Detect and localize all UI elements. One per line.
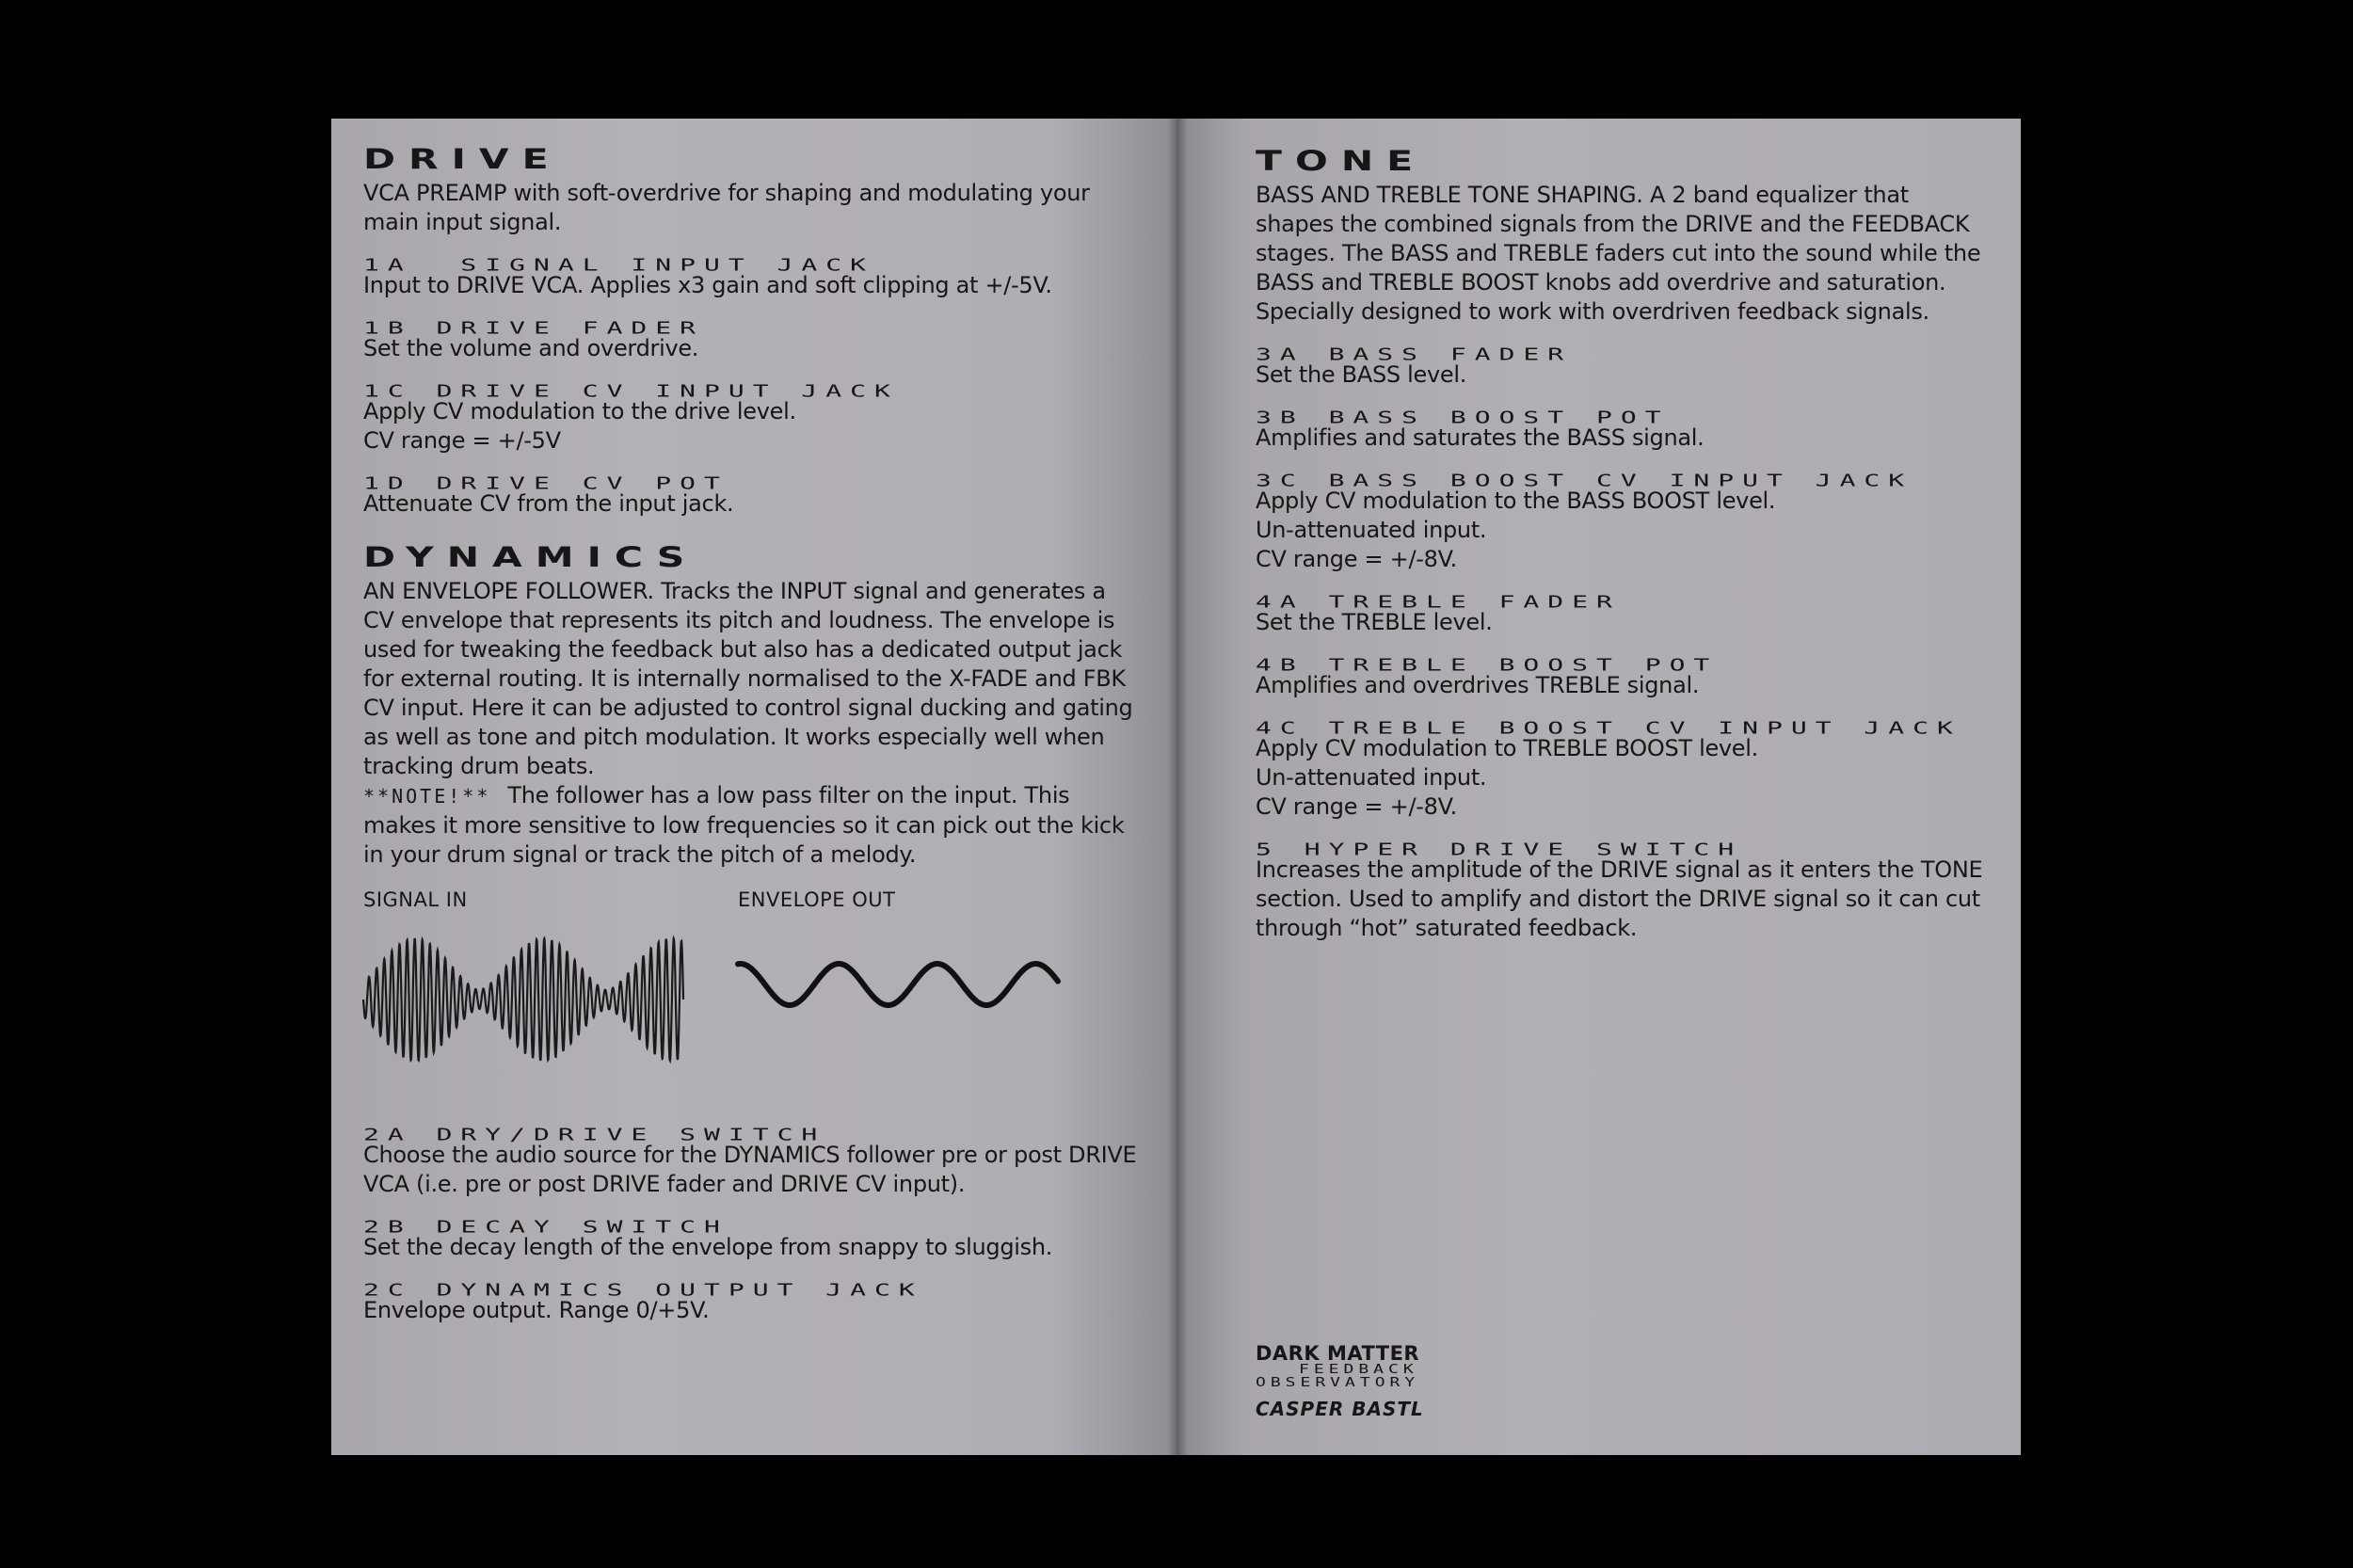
item-3c-body3: CV range = +/-8V. [1256,546,1457,572]
brand-line-feedback: FEEDBACK [1299,1362,1418,1377]
brand-line-casper-bastl: CASPER BASTL [1256,1398,1424,1420]
item-2a-body: Choose the audio source for the DYNAMICS follower pre or post DRIVE VCA (i.e. pre or post DRIVE fader and DRIVE CV input). [363,1142,1137,1197]
item-2a-title: 2A DRY/DRIVE SWITCH [363,1125,826,1144]
brand-line-dark-matter: DARK MATTER [1256,1342,1420,1365]
item-1b-body: Set the volume and overdrive. [363,335,699,361]
note-text: The follower has a low pass filter on the input. This makes it more sensitive to low frequencies so it can pick out the kick in your drum signal or track the pitch of a melody. [363,782,1125,868]
waveform-illustrations [363,945,1143,1124]
item-3c-title: 3C BASS BOOST CV INPUT JACK [1256,471,1913,490]
item-5-title: 5 HYPER DRIVE SWITCH [1256,840,1743,859]
item-3c-body: Apply CV modulation to the BASS BOOST level. [1256,488,1776,514]
item-3b-body: Amplifies and saturates the BASS signal. [1256,424,1705,451]
drive-heading: DRIVE [363,142,562,176]
tone-heading: TONE [1256,144,1427,178]
item-5-body: Increases the amplitude of the DRIVE signal as it enters the TONE section. Used to amplify and distort the DRIVE signal so it can cut through “hot” saturated feedback. [1256,856,1983,941]
brand-logo [1256,1342,1424,1421]
item-4c-body3: CV range = +/-8V. [1256,793,1457,820]
tone-intro: BASS AND TREBLE TONE SHAPING. A 2 band equalizer that shapes the combined signals from the DRIVE and the FEEDBACK stages. The BASS and TREBLE faders cut into the sound while the BASS and TREBLE BOOST knobs add overdrive and saturation. Specially designed to work with overdriven feedback signals. [1256,182,1981,325]
item-3a-body: Set the BASS level. [1256,361,1467,388]
signal-in-waveform-icon [360,934,689,1075]
brand-line-observatory: OBSERVATORY [1256,1375,1420,1390]
item-1a-title: 1A SIGNAL INPUT JACK [363,255,875,275]
signal-in-label: SIGNAL IN [363,888,468,911]
note-paragraph [363,781,1143,870]
item-3c-body2: Un-attenuated input. [1256,517,1487,543]
dynamics-intro: AN ENVELOPE FOLLOWER. Tracks the INPUT signal and generates a CV envelope that represents its pitch and loudness. The envelope is used for tweaking the feedback but also has a dedicated output jack for external routing. It is internally normalised to the X-FADE and FBK CV input. Here it can be adjusted to control signal ducking and gating as well as tone and pitch modulation. It works especially well when tracking drum beats. [363,578,1133,779]
drive-intro: VCA PREAMP with soft-overdrive for shaping and modulating your main input signal. [363,180,1090,235]
item-1c-body2: CV range = +/-5V [363,427,561,454]
envelope-out-label: ENVELOPE OUT [738,888,896,911]
item-4c-body: Apply CV modulation to TREBLE BOOST level. [1256,735,1758,761]
envelope-out-wave-icon [732,947,1071,1022]
item-2b-body: Set the decay length of the envelope from snappy to sluggish. [363,1234,1053,1260]
item-1d-title: 1D DRIVE CV POT [363,473,728,493]
item-4a-title: 4A TREBLE FADER [1256,592,1621,612]
item-3b-title: 3B BASS BOOST POT [1256,408,1670,427]
note-label: **NOTE!** [363,785,491,808]
item-2c-title: 2C DYNAMICS OUTPUT JACK [363,1280,923,1300]
item-4a-body: Set the TREBLE level. [1256,609,1493,635]
left-page [331,119,1176,1455]
item-2b-title: 2B DECAY SWITCH [363,1217,728,1237]
item-4b-body: Amplifies and overdrives TREBLE signal. [1256,672,1700,698]
item-1c-body: Apply CV modulation to the drive level. [363,398,796,424]
item-4b-title: 4B TREBLE BOOST POT [1256,655,1719,675]
item-4c-title: 4C TREBLE BOOST CV INPUT JACK [1256,718,1961,738]
item-1d-body: Attenuate CV from the input jack. [363,490,734,517]
spine-gutter [1167,119,1188,1455]
right-page [1176,119,2021,1455]
item-1c-title: 1C DRIVE CV INPUT JACK [363,381,899,401]
item-1b-title: 1B DRIVE FADER [363,318,705,338]
dynamics-heading: DYNAMICS [363,540,698,574]
item-3a-title: 3A BASS FADER [1256,344,1573,364]
item-2c-body: Envelope output. Range 0/+5V. [363,1297,710,1323]
item-1a-body: Input to DRIVE VCA. Applies x3 gain and soft clipping at +/-5V. [363,272,1052,298]
manual-spread [331,119,2021,1455]
item-4c-body2: Un-attenuated input. [1256,764,1487,791]
